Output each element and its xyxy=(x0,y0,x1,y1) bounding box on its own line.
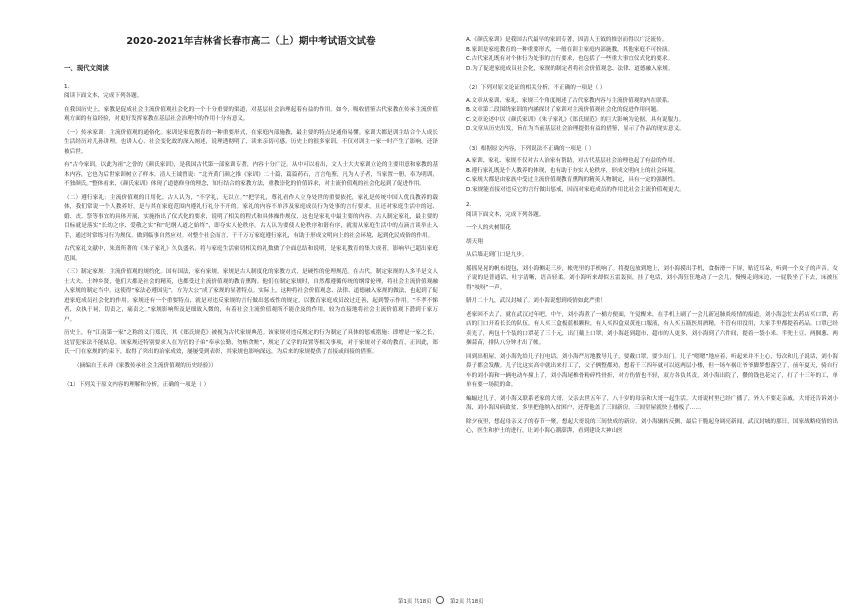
answer-option: D.为了促进家庭成员社会化，家规的制定者将社会价值观念、法律、道德融入家规。 xyxy=(466,65,674,72)
left-column xyxy=(64,62,438,394)
answer-option: D.文章从历史出发，旨在为当前基层社会治理提供有益的借鉴，显示了作品的现实意义。 xyxy=(466,126,685,132)
answer-option: B.家训是家庭教育的一种重要形式，一般在训主家庭内部施教，其他家庭不可扮演。 xyxy=(466,46,673,53)
subquestion-2-options xyxy=(466,97,838,135)
story-paragraph: 从后墙走到门口是九步。 xyxy=(466,252,528,258)
page-number-2: 第2页 共18页 xyxy=(450,599,484,605)
passage-paragraph: 古代家礼文献中，朱熹所著的《朱子家礼》久负盛名，将与家庭生活密切相关的礼数做了全面总结和说明，是家礼教育的集大成者，影响早已超出家庭范围。 xyxy=(64,246,438,262)
page-number-1: 第1页 共18页 xyxy=(398,599,432,605)
subquestion-3-options xyxy=(466,157,838,195)
source-citation: （摘编自王永祥《家教传承社会主流价值观的历史经验》） xyxy=(74,362,217,369)
story-author: 胡天翔 xyxy=(466,238,483,245)
passage-paragraph: （三）制定家规：主流价值观的规约化。国有国法，家有家规。家规是古人制度化的家教方式，是硬性的伦理规范。在古代，制定家规的人多半是文人士大夫、士绅乡贤，他们大都是社会的精英，也都受过主流价值观的教育熏陶。他们在制定家规时，自然都遵循传统的纲常伦理，将社会主流价值观融入家规的制定当中。这使得“家法必遵国宪”，方为大公”成了家规的显著特点。实际上，这种将社会价值观念、法律、道德融入家规的做法，也起到了促进家庭成员社会化的作用。家规还有一个重要特点，就是对违反家规的言行做出惩戒性的规定，以教育家庭成员改过迁善，起到警示作用。“不孝不悌者，众执于祠，切责之，痛责之。”家规影响所及是细致入微的，有着社会主流价值观所不能企及的作用，较为直接地将社会主流价值观下潜到千家万户。 xyxy=(64,269,438,323)
exam-title: 2020-2021年吉林省长春市高二（上）期中考试语文试卷 xyxy=(126,36,376,47)
story-text xyxy=(466,251,838,437)
question-intro: 阅读下面文本，完成下列各题。 xyxy=(64,93,143,99)
story-paragraph: 回到出租屋，刘小海先给儿子打电话，刘小海严厉地教导儿子，要戴口罩，要少出门。儿子“嗯嗯”地应着，听起来并不上心，每次和儿子说话，刘小海鼻子都会发酸。儿子比这实高中就出来打工了，父子俩整都劝，想着千三四年就可以返两层小楼，但一场车祸让爷爷脚梦想落空了，前年夏天，骑自行车的刘小海和一辆电动车撞上了，刘小海尾椎骨粉碎性骨折，对方伤情也不轻，双方各负其责，刘小海出院了，攒的钱也花完了，打了十三年的工，单单有要一场院的命。 xyxy=(466,353,838,388)
story-paragraph: 老家回不去了，就在武汉过年吧。中午，刘小海煮了一桶方便面，午觉醒来，在手机上刷了一会儿新冠肺炎疫情的报道，刘小海急忙去药店买口罩，药店的门口开着长长的队伍，有人买三盒板蓝根颗粒，有人买四盒双黄连口服液，有人买五瓶医用酒精，不管有用没用，大家手里都提着药品。口罩已经卖光了，两包十个装的口罩花了三十元，出门戴上口罩，刘小海赶到超市，超市的人更多，刘小海到了六件间，提着一袋小米、半兜土豆、两捆葱、两捆蒜苗，排队八分钟才出了帐。 xyxy=(466,311,838,346)
passage-1 xyxy=(64,106,438,358)
subquestion-1-options xyxy=(466,36,838,74)
passage-paragraph: 在我国历史上，家教是促成社会主流价值观社会化的一个十分重要的渠道，对基层社会治理起着有益的作用。如今，吸收借鉴古代家教在传承主流价值观方面的有益经验，对更好发挥家教在基层社会治理中的作用十分有意义。 xyxy=(64,106,438,122)
story-title: 一个人的火树银花 xyxy=(466,225,511,231)
answer-option: D.家规能直接对违反它的言行做出惩戒，因而对家庭成员的作用比社会主流价值观更大。 xyxy=(466,186,685,193)
answer-option: C.古代家礼既有对个体行为处事的言行要求，也包括了一些重大事宜仪式化的要求。 xyxy=(466,56,674,62)
answer-option: C.文章论述中以《颜氏家训》《朱子家礼》《郑氏规范》的巨大影响为论据，具有说服力。 xyxy=(466,116,685,123)
passage-paragraph: （一）传承家训：主流价值观的通俗化。家训是家庭教育的一种重要形式，在家庭内部施教，最主要的特点是通俗易懂。家训大都是训主结合个人成长生活经历对儿孙讲理，也讲人心、社会变化故的深入阐述，说理透彻明了，读来亲切可感。历史上的很多家训，不仅对训主一家一时产生了影响，还泽被后世。 xyxy=(64,129,438,155)
story-paragraph: 摇摇晃晃的帆布提包，刘小海侧走三步，帐兜里的手机响了。将提包放到地上，刘小海摸出手机，食指滑一下屏，贴近耳朵，听到一个女子的声音。女子说的是普通话，吐字清晰，语音轻柔。刘小海听来却似五雷轰顶，挂了电话，刘小海狂狂地动了一会儿，慢慢走到床边，一屁股坐了下去，床被压得“吱呀”一声。 xyxy=(466,265,838,291)
passage-paragraph: （二）遵行家礼：主流价值观的日用化。古人认为，“不学礼，无以立。”“把学礼，尊礼看作人立身处世的重要依托，家礼是传统中国人优良教养的载体，我们常说一个人教养好，是与其在家庭范围内遵礼行礼分不开的。家礼的内容不单涉及家庭成员行为处事的言行要求，且还对家庭生活中的冠、婚、丧、祭等事宜的具体开展，实施指出了仪式化的要求，说明了相关的程式和具体操作规仪，这也是家礼中最主要的内容。古人制定家礼，最主要的目标就是落实“长幼之序、爱敬之实”和“纪纲人道之始终”，即夺实人伦秩序。古人认为要使人伦秩序和谐有序，就需从家庭生活中的点滴言谈举止入手，通过时常练习行为规仪，做到临事自然应对。对整个社会而言，千千万万家庭遵行家礼，有助于形成文明向上的社会环境，起到化民成俗的作用。 xyxy=(64,194,438,239)
answer-option: B.遵行家礼既是个人教养的体现，也有助于夯实人伦秩序，形成文明向上的社会环境。 xyxy=(466,167,679,174)
section-heading: 一、现代文阅读 xyxy=(64,64,109,72)
question-number-2: 2. xyxy=(466,202,472,208)
question-number: 1. xyxy=(64,83,70,90)
circle-icon xyxy=(436,596,444,604)
passage-paragraph: 有“古今家训，以此为祖”之誉的《颜氏家训》，是我国古代第一部家训专著，内容十分广泛。从中可以看出，文人士大夫家训立论的主要用意和家教的基本内容，它也为后世家训树立了样本。清人王钺曾说：“北齐黄门颜之推《家训》二十篇，篇篇药石，言言龟鉴，凡为人子者，当家置一册，奉为明训，不独颜氏。”整体看来，《颜氏家训》体现了道德修身的理念，知行结合的家教方法，重教崇化的价值诉求，对主流价值观的社会化起到了促进作用。 xyxy=(64,162,438,187)
answer-option: B.文章第二段围绕家训的内涵探讨了家训对主流价值观社会化的促进作用问题。 xyxy=(466,107,662,113)
story-paragraph: 蝙蝠过儿子，刘小海又联系老家的大哥，父亲去世五年了，八十岁的母亲和大哥一起生活。大哥说村里已经广播了，外人不要走亲戚，大哥还告诉刘小海，刘小海因病致贫，多里把他纳入贫困户，还帮他盖了三间新房。三间堂屋就快上楼板了…… xyxy=(466,395,838,411)
subquestion-3: （3）根据原文内容，下列说法不正确的一项是（ ） xyxy=(466,145,595,152)
answer-option: A.《颜氏家训》是我国古代最早的家训专著，因清人王钺的推崇而得以广泛流传。 xyxy=(466,37,668,43)
story-paragraph: 除夕夜里，想起母亲又子的春节一聚，想起大哥说的三间快成的新房。刘小海辗转反侧，最后干脆起身调亮新闻，武汉封城的那日，国家战略疫情的出心，医生和护士的进行，让刘小海心潮澎湃，看到建设大神山医 xyxy=(466,418,838,434)
answer-option: C.家规大都是由家族中受过主流价值观教育熏陶的精英人物制定，具有一定的强制性。 xyxy=(466,177,679,183)
subquestion-1: （1）下列关于原文内容的理解和分析，正确的一项是（ ） xyxy=(64,382,210,388)
passage-paragraph: 历史上，有“江南第一家”之称的义门郑氏，其《郑氏规范》被视为古代家规典范。该家规对违反规定的行为制定了具体的惩戒措施：即增是一家之长，这冒犯家法不能姑息。该家规还特别要求人在为官的子弟“奉承公勤，勿贿贪赃”，规定了义学的设置等相关事项，对于家规对子弟的教育，正因此，郑氏一门在家规的约束下，取得了突出的治家成效，屡屡受到表彰，其家规也影响深远，为后来的家规提供了直接或间接的借鉴。 xyxy=(64,330,438,355)
right-column xyxy=(466,36,838,441)
answer-option: A.文章从家训、家礼、家规三个角度阐述了古代家教内容与主流价值观的内在联系。 xyxy=(466,97,673,104)
question-intro-2: 阅读下面文本，完成下列各题。 xyxy=(466,211,545,218)
subquestion-2: （2）下列对原文论证的相关分析，不正确的一项是（ ） xyxy=(466,85,606,91)
story-paragraph: 腊月二十九，武汉封城了。刘小海说想到疫情如此严重！ xyxy=(466,298,606,304)
answer-option: A.家训、家礼、家规不仅对古人治家有帮助，对古代基层社会治理也起了有益的作用。 xyxy=(466,158,679,164)
